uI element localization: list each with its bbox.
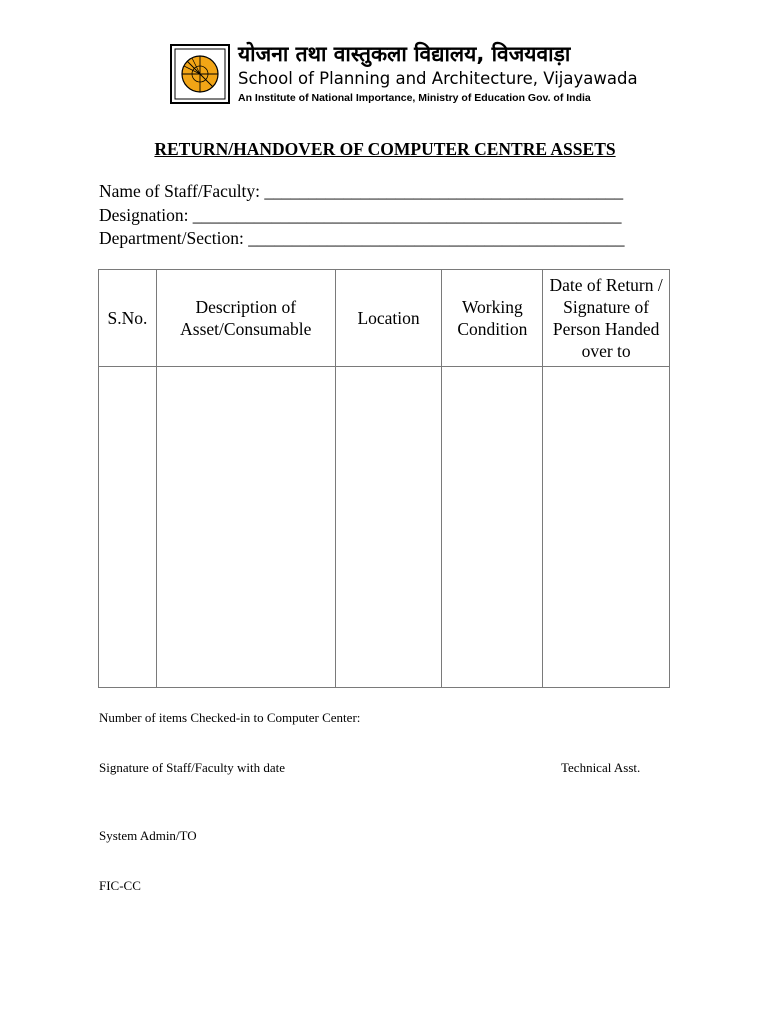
table-row: [99, 367, 670, 688]
fic-cc-label: FIC-CC: [99, 878, 141, 893]
institute-tagline: An Institute of National Importance, Ministry of Education Gov. of India: [238, 92, 591, 104]
staff-signature-label: Signature of Staff/Faculty with date: [99, 760, 286, 775]
technical-asst-label: Technical Asst.: [561, 760, 641, 775]
spa-emblem-icon: [172, 46, 228, 102]
staff-name-field[interactable]: Name of Staff/Faculty: _________________________________________: [99, 181, 624, 201]
form-title: RETURN/HANDOVER OF COMPUTER CENTRE ASSETS: [154, 139, 616, 159]
cell-sno[interactable]: [99, 367, 157, 688]
table-header-row: [99, 270, 670, 367]
col-header-date-of-return: Date of Return / Signature of Person Handed over to: [543, 270, 670, 367]
cell-description[interactable]: [156, 367, 335, 688]
institute-name-hindi: योजना तथा वास्तुकला विद्यालय, विजयवाड़ा: [238, 42, 571, 66]
department-field[interactable]: Department/Section: ___________________________________________: [99, 228, 625, 248]
institute-name-english: School of Planning and Architecture, Vijayawada: [238, 69, 638, 88]
cell-location[interactable]: [335, 367, 442, 688]
col-header-sno: S.No.: [99, 270, 157, 367]
institute-logo: [170, 44, 230, 104]
col-header-working-condition: Working Condition: [442, 270, 543, 367]
items-checked-in-label: Number of items Checked-in to Computer Center:: [99, 710, 361, 725]
col-header-description: Description of Asset/Consumable: [156, 270, 335, 367]
system-admin-label: System Admin/TO: [99, 828, 197, 843]
cell-working-condition[interactable]: [442, 367, 543, 688]
assets-table: [98, 269, 670, 688]
designation-field[interactable]: Designation: _________________________________________________: [99, 205, 622, 225]
col-header-location: Location: [335, 270, 442, 367]
cell-date-of-return[interactable]: [543, 367, 670, 688]
